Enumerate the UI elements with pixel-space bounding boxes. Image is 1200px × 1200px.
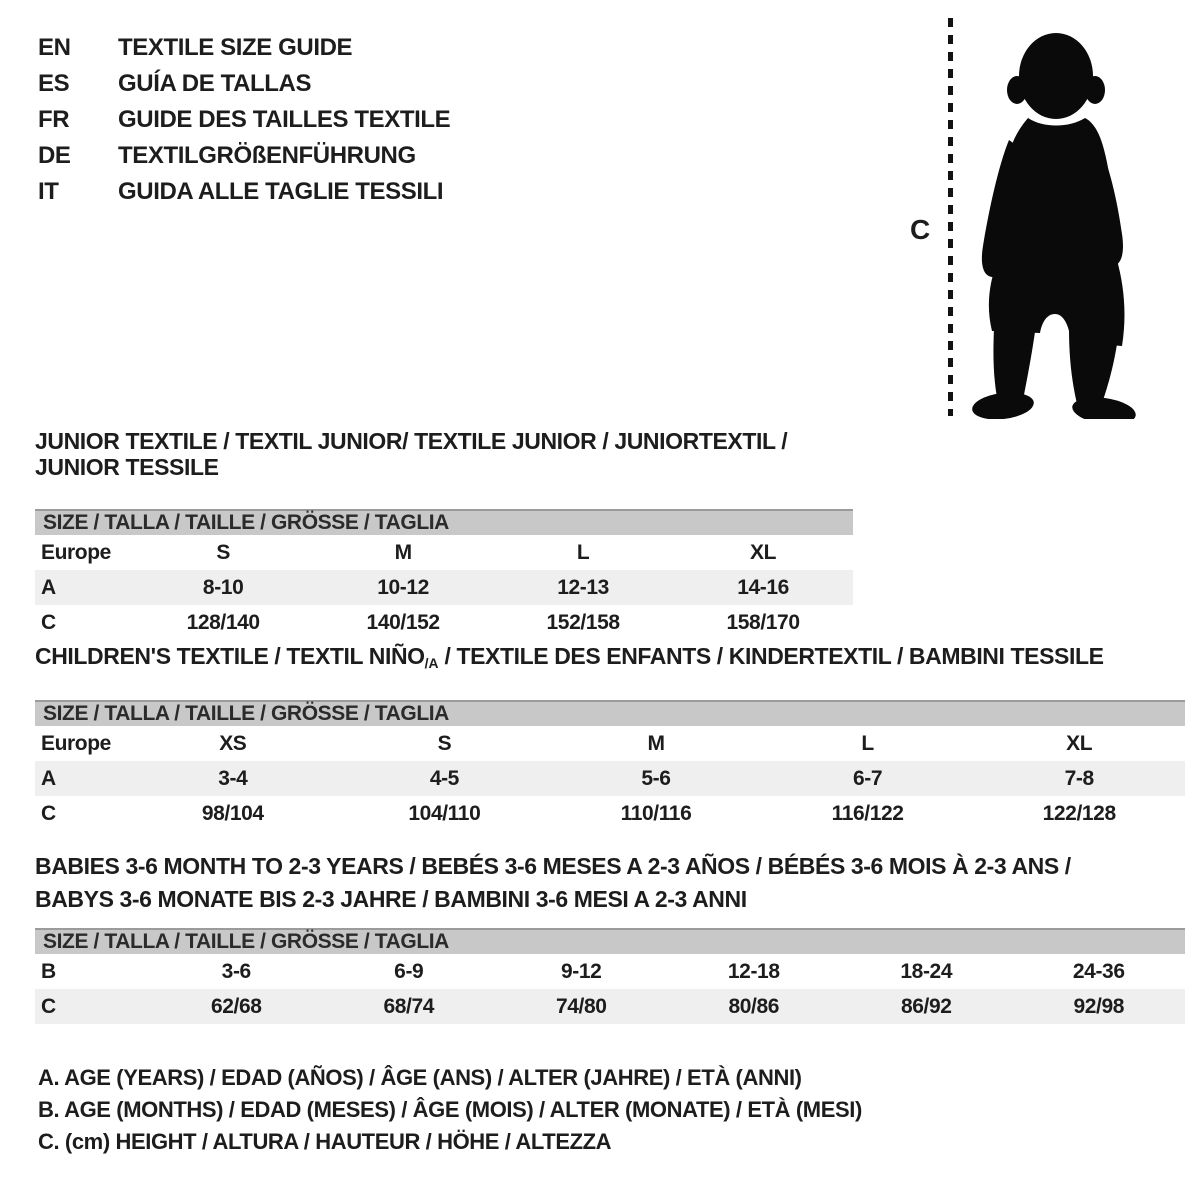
table-row-c bbox=[35, 605, 853, 640]
row-value: 5-6 bbox=[641, 766, 671, 790]
row-value: 4-5 bbox=[429, 766, 459, 790]
babies-title-line-1: BABIES 3-6 MONTH TO 2-3 YEARS / BEBÉS 3-6 MESES A 2-3 AÑOS / BÉBÉS 3-6 MOIS À 2-3 ANS / bbox=[35, 853, 1071, 879]
row-value: S bbox=[216, 540, 230, 564]
table-row-b bbox=[35, 954, 1185, 989]
row-value: M bbox=[394, 540, 412, 564]
row-value: 98/104 bbox=[201, 801, 264, 825]
size-header-text: SIZE / TALLA / TAILLE / GRÖSSE / TAGLIA bbox=[43, 930, 449, 953]
row-value: 140/152 bbox=[366, 610, 440, 634]
children-textile-section bbox=[35, 643, 1185, 831]
row-value: 74/80 bbox=[555, 994, 607, 1018]
language-code: ES bbox=[38, 70, 70, 97]
legend-line-3: C. (cm) HEIGHT / ALTURA / HAUTEUR / HÖHE / ALTEZZA bbox=[38, 1129, 612, 1154]
row-value: 110/116 bbox=[620, 801, 692, 825]
row-value: 7-8 bbox=[1064, 766, 1094, 790]
row-value: 12-13 bbox=[557, 575, 609, 599]
legend-line-2: B. AGE (MONTHS) / EDAD (MESES) / ÂGE (MOIS) / ALTER (MONATE) / ETÀ (MESI) bbox=[38, 1097, 862, 1122]
junior-section-title: JUNIOR TEXTILE / TEXTIL JUNIOR/ TEXTILE JUNIOR / JUNIORTEXTIL / JUNIOR TESSILE bbox=[35, 428, 788, 480]
legend-line-1: A. AGE (YEARS) / EDAD (AÑOS) / ÂGE (ANS) / ALTER (JAHRE) / ETÀ (ANNI) bbox=[38, 1065, 802, 1090]
children-title-prefix: CHILDREN'S TEXTILE / TEXTIL NIÑO bbox=[35, 643, 425, 669]
row-label: B bbox=[41, 959, 56, 983]
row-value: 128/140 bbox=[186, 610, 260, 634]
row-value: 12-18 bbox=[727, 959, 780, 983]
row-value: 122/128 bbox=[1042, 801, 1116, 825]
language-row-fr bbox=[38, 102, 450, 138]
row-value: XS bbox=[219, 731, 247, 755]
row-label: A bbox=[41, 575, 56, 599]
language-label: GUIDA ALLE TAGLIE TESSILI bbox=[118, 178, 444, 205]
row-value: 152/158 bbox=[546, 610, 620, 634]
language-label: GUIDE DES TAILLES TEXTILE bbox=[118, 106, 451, 133]
row-value: 104/110 bbox=[408, 801, 481, 825]
row-value: 9-12 bbox=[561, 959, 602, 983]
table-row-c bbox=[35, 989, 1185, 1024]
toddler-silhouette-icon bbox=[964, 14, 1136, 419]
row-value: XL bbox=[750, 540, 777, 564]
babies-size-table bbox=[35, 928, 1185, 1024]
row-value: 68/74 bbox=[383, 994, 435, 1018]
row-value: 24-36 bbox=[1072, 959, 1125, 983]
size-header-text: SIZE / TALLA / TAILLE / GRÖSSE / TAGLIA bbox=[43, 511, 449, 534]
row-value: 116/122 bbox=[831, 801, 904, 825]
row-value: 6-9 bbox=[394, 959, 424, 983]
babies-textile-section bbox=[35, 850, 1185, 1024]
language-row-de bbox=[38, 138, 450, 174]
size-header-bar bbox=[35, 700, 1185, 726]
table-row-europe bbox=[35, 726, 1185, 761]
language-code: IT bbox=[38, 178, 59, 205]
language-code: EN bbox=[38, 34, 71, 61]
row-value: 158/170 bbox=[726, 610, 800, 634]
legend bbox=[38, 1062, 862, 1158]
row-value: 62/68 bbox=[210, 994, 262, 1018]
language-code: DE bbox=[38, 142, 71, 169]
language-row-en bbox=[38, 30, 450, 66]
row-value: L bbox=[576, 540, 590, 564]
row-value: S bbox=[437, 731, 452, 755]
language-row-es bbox=[38, 66, 450, 102]
table-row-a bbox=[35, 761, 1185, 796]
table-row-a bbox=[35, 570, 853, 605]
row-value: 86/92 bbox=[900, 994, 952, 1018]
row-value: M bbox=[647, 731, 665, 755]
height-dashed-line bbox=[948, 18, 953, 416]
children-title-sub: /A bbox=[424, 656, 439, 671]
language-row-it bbox=[38, 174, 450, 210]
children-title-suffix: / TEXTILE DES ENFANTS / KINDERTEXTIL / BAMBINI TESSILE bbox=[438, 643, 1104, 669]
size-header-bar bbox=[35, 928, 1185, 954]
row-value: 80/86 bbox=[728, 994, 780, 1018]
language-label: TEXTILGRÖßENFÜHRUNG bbox=[118, 142, 416, 169]
row-label: A bbox=[41, 766, 56, 790]
language-label: TEXTILE SIZE GUIDE bbox=[118, 34, 353, 61]
language-header bbox=[38, 30, 450, 210]
row-value: 18-24 bbox=[900, 959, 953, 983]
row-value: XL bbox=[1066, 731, 1093, 755]
babies-title-line-2: BABYS 3-6 MONATE BIS 2-3 JAHRE / BAMBINI 3-6 MESI A 2-3 ANNI bbox=[35, 886, 747, 912]
language-code: FR bbox=[38, 106, 70, 133]
size-header-bar bbox=[35, 509, 853, 535]
row-label: C bbox=[41, 994, 56, 1018]
row-value: 92/98 bbox=[1073, 994, 1125, 1018]
row-value: 14-16 bbox=[737, 575, 789, 599]
table-row-c bbox=[35, 796, 1185, 831]
language-label: GUÍA DE TALLAS bbox=[118, 70, 312, 97]
row-label: Europe bbox=[41, 540, 111, 564]
row-value: 6-7 bbox=[853, 766, 883, 790]
children-size-table bbox=[35, 700, 1185, 831]
row-value: 3-6 bbox=[221, 959, 251, 983]
row-label: Europe bbox=[41, 731, 111, 755]
babies-section-title bbox=[35, 850, 1185, 916]
row-value: 8-10 bbox=[202, 575, 244, 599]
row-label: C bbox=[41, 610, 56, 634]
row-value: 3-4 bbox=[218, 766, 248, 790]
row-label: C bbox=[41, 801, 56, 825]
height-measure-label: C bbox=[910, 214, 930, 245]
junior-textile-section bbox=[35, 428, 853, 640]
children-section-title bbox=[35, 643, 1185, 677]
size-header-text: SIZE / TALLA / TAILLE / GRÖSSE / TAGLIA bbox=[43, 702, 449, 725]
junior-size-table bbox=[35, 509, 853, 640]
row-value: 10-12 bbox=[377, 575, 429, 599]
row-value: L bbox=[861, 731, 874, 755]
table-row-europe bbox=[35, 535, 853, 570]
